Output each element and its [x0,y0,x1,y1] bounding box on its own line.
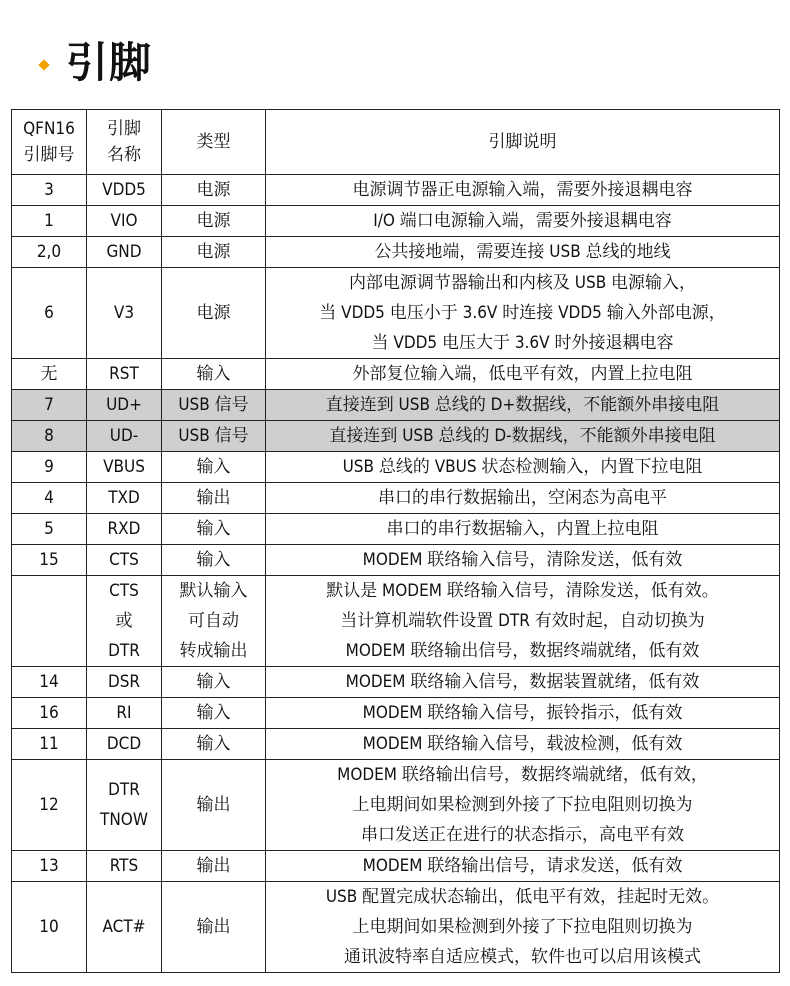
pin-number: 13 [12,851,87,882]
pin-number: 11 [12,729,87,760]
pin-number: 5 [12,514,87,545]
pin-type: 输入 [162,545,266,576]
table-row [12,882,780,973]
pin-type: 输入 [162,698,266,729]
pin-name: DSR [87,667,162,698]
table-row [12,698,780,729]
pin-description: MODEM 联络输入信号，数据装置就绪，低有效 [266,667,780,698]
pin-number: 16 [12,698,87,729]
pin-description: I/O 端口电源输入端，需要外接退耦电容 [266,206,780,237]
pin-type: 输入 [162,452,266,483]
pin-name: RXD [87,514,162,545]
pin-number: 12 [12,760,87,851]
pin-number: 2,0 [12,237,87,268]
table-row [12,237,780,268]
pin-name: CTS [87,545,162,576]
pin-name: CTS 或 DTR [87,576,162,667]
pin-name: ACT# [87,882,162,973]
pin-number: 7 [12,390,87,421]
table-row [12,667,780,698]
section-title: 引脚 [66,38,153,87]
pin-description: MODEM 联络输入信号，振铃指示，低有效 [266,698,780,729]
pin-number: 1 [12,206,87,237]
diamond-bullet-icon [38,59,49,70]
pin-description: USB 配置完成状态输出，低电平有效，挂起时无效。 上电期间如果检测到外接了下拉电阻则切换为 通讯波特率自适应模式，软件也可以启用该模式 [266,882,780,973]
pin-type: 输出 [162,760,266,851]
table-row [12,268,780,359]
pin-number [12,576,87,667]
pin-type: 输出 [162,483,266,514]
header-pin-name: 引脚 名称 [87,110,162,175]
header-type: 类型 [162,110,266,175]
table-row [12,851,780,882]
pin-number: 14 [12,667,87,698]
pin-name: UD+ [87,390,162,421]
pin-number: 无 [12,359,87,390]
pin-number: 15 [12,545,87,576]
pin-description: 内部电源调节器输出和内核及 USB 电源输入， 当 VDD5 电压小于 3.6V 时连接 VDD5 输入外部电源， 当 VDD5 电压大于 3.6V 时外接退耦电容 [266,268,780,359]
pin-description: MODEM 联络输入信号，载波检测，低有效 [266,729,780,760]
table-row [12,206,780,237]
pin-description: 直接连到 USB 总线的 D-数据线，不能额外串接电阻 [266,421,780,452]
pin-description: 直接连到 USB 总线的 D+数据线，不能额外串接电阻 [266,390,780,421]
pin-name: RI [87,698,162,729]
pin-name: TXD [87,483,162,514]
pin-number: 6 [12,268,87,359]
table-row [12,545,780,576]
pin-type: 输入 [162,729,266,760]
pin-type: 电源 [162,175,266,206]
header-description: 引脚说明 [266,110,780,175]
pin-table [11,109,780,973]
pin-type: 默认输入 可自动 转成输出 [162,576,266,667]
table-header-row [12,110,780,175]
pin-name: UD- [87,421,162,452]
pin-description: 默认是 MODEM 联络输入信号，清除发送，低有效。 当计算机端软件设置 DTR 有效时起，自动切换为 MODEM 联络输出信号，数据终端就绪，低有效 [266,576,780,667]
pin-name: DTR TNOW [87,760,162,851]
pin-type: 输出 [162,851,266,882]
pin-name: VBUS [87,452,162,483]
table-row [12,514,780,545]
pin-name: V3 [87,268,162,359]
table-row [12,452,780,483]
pin-name: VIO [87,206,162,237]
pin-type: USB 信号 [162,421,266,452]
table-row [12,483,780,514]
pin-description: MODEM 联络输出信号，请求发送，低有效 [266,851,780,882]
table-row [12,359,780,390]
pin-description: MODEM 联络输入信号，清除发送，低有效 [266,545,780,576]
pin-type: 输入 [162,667,266,698]
header-pin-number: QFN16 引脚号 [12,110,87,175]
pin-type: 输出 [162,882,266,973]
pin-name: RTS [87,851,162,882]
pin-name: VDD5 [87,175,162,206]
table-row [12,729,780,760]
pin-description: 串口的串行数据输入，内置上拉电阻 [266,514,780,545]
section-header [40,30,152,90]
pin-description: 电源调节器正电源输入端，需要外接退耦电容 [266,175,780,206]
pin-type: 电源 [162,237,266,268]
table-row [12,175,780,206]
pin-type: 输入 [162,359,266,390]
table-row [12,760,780,851]
pin-number: 10 [12,882,87,973]
pin-type: 电源 [162,206,266,237]
pin-name: RST [87,359,162,390]
pin-description: 串口的串行数据输出，空闲态为高电平 [266,483,780,514]
pin-type: 输入 [162,514,266,545]
pin-number: 4 [12,483,87,514]
table-row-highlighted [12,421,780,452]
pin-description: USB 总线的 VBUS 状态检测输入，内置下拉电阻 [266,452,780,483]
pin-description: 公共接地端，需要连接 USB 总线的地线 [266,237,780,268]
pin-description: MODEM 联络输出信号，数据终端就绪，低有效， 上电期间如果检测到外接了下拉电阻则切换为 串口发送正在进行的状态指示，高电平有效 [266,760,780,851]
pin-number: 3 [12,175,87,206]
table-row-highlighted [12,390,780,421]
pin-description: 外部复位输入端，低电平有效，内置上拉电阻 [266,359,780,390]
pin-number: 8 [12,421,87,452]
pin-name: GND [87,237,162,268]
pin-type: USB 信号 [162,390,266,421]
table-row [12,576,780,667]
pin-number: 9 [12,452,87,483]
pin-type: 电源 [162,268,266,359]
pin-name: DCD [87,729,162,760]
